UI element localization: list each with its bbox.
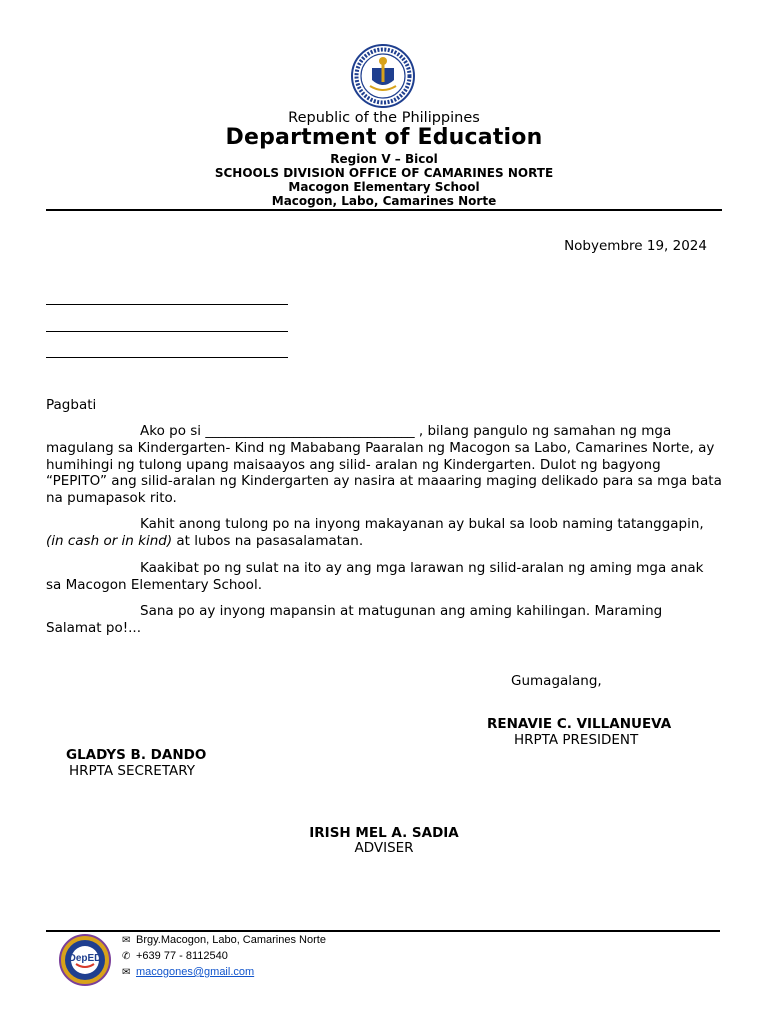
adviser-title: ADVISER [354, 840, 414, 856]
footer-address-row [122, 934, 326, 946]
division-line: SCHOOLS DIVISION OFFICE OF CAMARINES NORTE [214, 166, 554, 180]
president-name: RENAVIE C. VILLANUEVA [487, 716, 672, 732]
phone-icon: ✆ [122, 951, 131, 962]
letter-date: Nobyembre 19, 2024 [564, 238, 707, 254]
department-title: Department of Education [225, 125, 543, 150]
recipient-blank-2 [46, 331, 288, 332]
recipient-blank-3 [46, 357, 288, 358]
president-title: HRPTA PRESIDENT [514, 732, 639, 748]
footer-phone-row [122, 950, 228, 962]
header-divider [46, 209, 722, 211]
deped-footer-logo [54, 934, 116, 986]
deped-seal-logo [346, 44, 420, 108]
closing: Gumagalang, [511, 673, 602, 689]
paragraph-1-start: Ako po si [140, 423, 206, 439]
recipient-blank-1 [46, 304, 288, 305]
footer-divider [46, 930, 720, 932]
paragraph-2-italic: (in cash or in kind) [46, 532, 173, 549]
secretary-name: GLADYS B. DANDO [66, 747, 207, 763]
paragraph-4: Sana po ay inyong mapansin at matugunan ang aming kahilingan. Maraming Salamat po!... [46, 603, 663, 636]
paragraph-3: Kaakibat po ng sulat na ito ay ang mga larawan ng silid-aralan ng aming mga anak sa Macogon Elementary School. [46, 560, 704, 593]
adviser-name: IRISH MEL A. SADIA [309, 825, 459, 841]
greeting: Pagbati [46, 397, 97, 413]
republic-line: Republic of the Philippines [288, 110, 480, 126]
address-line: Macogon, Labo, Camarines Norte [271, 194, 497, 208]
paragraph-2 [46, 516, 722, 550]
footer-email-row [122, 966, 254, 978]
envelope-icon: ✉ [122, 935, 131, 946]
paragraph-2-end: at lubos na pasasalamatan. [172, 532, 364, 549]
paragraph-1 [46, 423, 722, 507]
footer-email-link[interactable]: macogones@gmail.com [136, 966, 255, 978]
footer-logo-text: DepED [68, 953, 102, 964]
footer-phone: +639 77 - 8112540 [136, 950, 228, 962]
paragraph-2-start: Kahit anong tulong po na inyong makayanan ay bukal sa loob naming tatanggapin, [140, 516, 704, 532]
name-blank: _______________________________ [205, 423, 415, 439]
region-line: Region V – Bicol [330, 152, 438, 166]
secretary-title: HRPTA SECRETARY [69, 763, 196, 779]
school-line: Macogon Elementary School [288, 180, 480, 194]
paragraph-1-end: , bilang pangulo ng samahan ng mga magulang sa Kindergarten- Kind ng Mababang Paaralan ng Macogon sa Labo, Camarines Norte, ay humihingi ng tulong upang maisaayos ang silid- aralan ng Kindergarten. Dulot ng bagyong “PEPITO” ang silid-aralan ng Kindergarten ay nasira at maaaring maging delikado para sa mga bata na pumapasok rito. [46, 423, 722, 507]
footer-address: Brgy.Macogon, Labo, Camarines Norte [136, 934, 326, 946]
mail-icon: ✉ [122, 967, 131, 978]
